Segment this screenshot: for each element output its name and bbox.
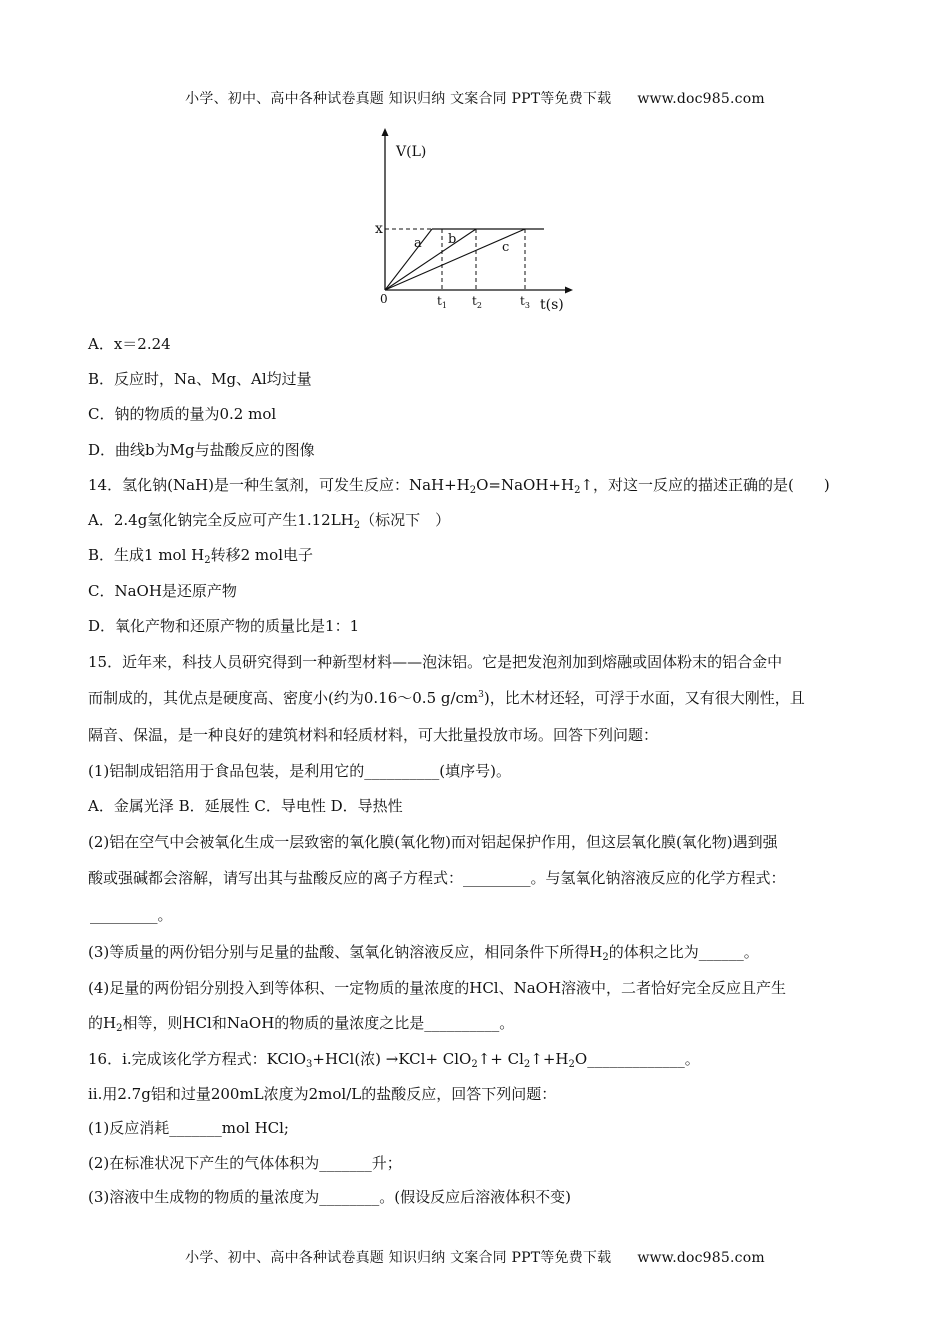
q15-question-3: (3)等质量的两份铝分别与足量的盐酸、氢氧化钠溶液反应，相同条件下所得$H_2$的体积之比为______。 — [88, 943, 759, 963]
q14-option-a: A．2.4g氢化钠完全反应可产生$1.12LH_2$（标况下 ） — [88, 511, 451, 531]
q15-question-2-line-1: (2)铝在空气中会被氧化生成一层致密的氧化膜(氧化物)而对铝起保护作用，但这层氧化膜(氧化物)遇到强 — [88, 833, 778, 851]
q16-question-1: (1)反应消耗_______mol HCl; — [88, 1119, 289, 1137]
x-axis-arrow — [565, 287, 573, 294]
curve-c-label: c — [502, 240, 510, 255]
tick-t3: $t_3$ — [520, 294, 530, 310]
q15-question-4-line-1: (4)足量的两份铝分别投入到等体积、一定物质的量浓度的HCl、NaOH溶液中，二者恰好完全反应且产生 — [88, 979, 787, 997]
page-header — [0, 88, 950, 108]
volume-time-graph — [370, 125, 580, 315]
origin-label: 0 — [380, 292, 388, 306]
q14-option-c: C．NaOH是还原产物 — [88, 582, 237, 600]
q15-question-1: (1)铝制成铝箔用于食品包装，是利用它的__________(填序号)。 — [88, 762, 511, 780]
x-axis-label: t(s) — [540, 297, 564, 313]
q16-question-3: (3)溶液中生成物的物质的量浓度为________。(假设反应后溶液体积不变) — [88, 1188, 571, 1206]
q14-stem: 14．氢化钠(NaH)是一种生氢剂，可发生反应：$NaH+H_2O=NaOH+H_2↑$，对这一反应的描述正确的是( ) — [88, 476, 830, 496]
curve-a-label: a — [414, 236, 422, 251]
q13-option-d: D．曲线b为Mg与盐酸反应的图像 — [88, 441, 315, 459]
q13-option-b: B．反应时，Na、Mg、Al均过量 — [88, 370, 312, 388]
footer-url[interactable]: www.doc985.com — [637, 1250, 765, 1266]
curve-b — [385, 229, 476, 290]
q14-option-b: B．生成1 mol $H_2$转移2 mol电子 — [88, 546, 313, 566]
tick-t2: $t_2$ — [472, 294, 482, 310]
y-axis-arrow — [382, 128, 389, 136]
header-url[interactable]: www.doc985.com — [637, 91, 765, 107]
q15-question-2-line-2: 酸或强碱都会溶解，请写出其与盐酸反应的离子方程式：_________。与氢氧化钠溶液反应的化学方程式： — [88, 869, 786, 887]
y-axis-label: V(L) — [396, 144, 427, 160]
curve-b-label: b — [448, 232, 457, 247]
footer-text: 小学、初中、高中各种试卷真题 知识归纳 文案合同 PPT等免费下载 — [185, 1250, 612, 1266]
q15-paragraph-2: 而制成的，其优点是硬度高、密度小(约为0.16～0.5 $g/cm^3$)，比木材还轻，可浮于水面，又有很大刚性，且 — [88, 689, 805, 707]
q13-option-c: C．钠的物质的量为0.2 mol — [88, 405, 277, 423]
q15-paragraph-3: 隔音、保温，是一种良好的建筑材料和轻质材料，可大批量投放市场。回答下列问题： — [88, 726, 659, 744]
header-text: 小学、初中、高中各种试卷真题 知识归纳 文案合同 PPT等免费下载 — [185, 91, 612, 107]
q13-option-a: A．x＝2.24 — [88, 335, 171, 353]
q16-part-ii: ii.用2.7g铝和过量200mL浓度为2mol/L的盐酸反应，回答下列问题： — [88, 1085, 557, 1103]
q15-question-2-line-3: _________。 — [90, 906, 173, 924]
q15-question-4-line-2: 的$H_2$相等，则HCl和NaOH的物质的量浓度之比是__________。 — [88, 1014, 515, 1034]
q16-part-i: 16．i.完成该化学方程式：KClO$_3$+HCl(浓) →KCl+ ClO$_2$↑+ $Cl_2↑+H_2O\_\_\_\_\_\_\_\_\_\_\_\_\_$。 — [88, 1050, 700, 1070]
curve-a — [385, 229, 432, 290]
q16-question-2: (2)在标准状况下产生的气体体积为_______升； — [88, 1154, 402, 1172]
page-footer — [0, 1247, 950, 1267]
q15-question-1-options: A．金属光泽 B．延展性 C．导电性 D．导热性 — [88, 797, 403, 815]
tick-t1: $t_1$ — [437, 294, 447, 310]
q15-paragraph-1: 15．近年来，科技人员研究得到一种新型材料——泡沫铝。它是把发泡剂加到熔融或固体粉末的铝合金中 — [88, 653, 783, 671]
x-level-label: x — [375, 221, 383, 237]
q14-option-d: D．氧化产物和还原产物的质量比是1：1 — [88, 617, 360, 635]
